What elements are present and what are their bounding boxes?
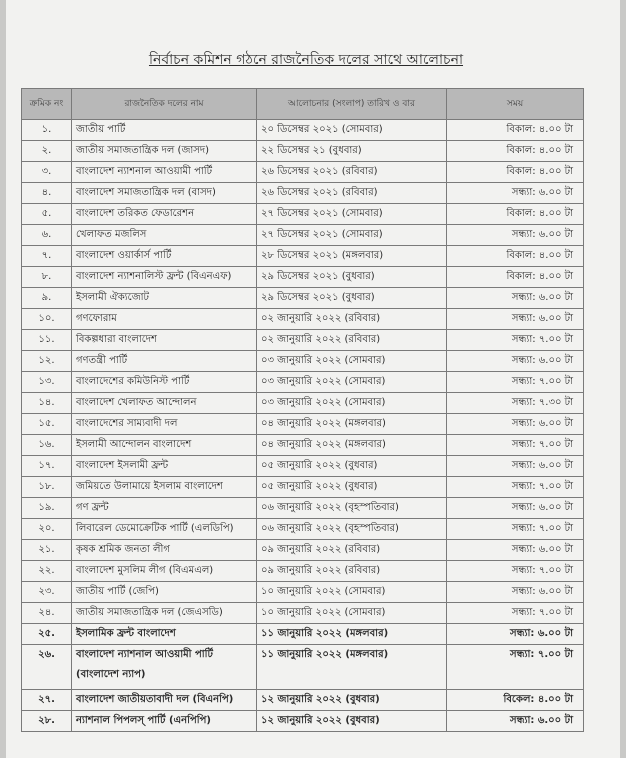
serial-cell: ৩. — [22, 162, 72, 183]
date-cell: ০৫ জানুয়ারি ২০২২ (বুধবার) — [257, 477, 447, 498]
time-cell: সন্ধ্যা: ৬.০০ টা — [447, 582, 584, 603]
table-row — [22, 498, 584, 519]
time-cell: বিকাল: ৪.০০ টা — [447, 204, 584, 225]
serial-cell: ৫. — [22, 204, 72, 225]
party-cell: বিকল্পধারা বাংলাদেশ — [72, 330, 257, 351]
serial-cell: ১৮. — [22, 477, 72, 498]
time-cell: সন্ধ্যা: ৭.০০ টা — [447, 603, 584, 624]
table-row — [22, 711, 584, 732]
serial-cell: ১৭. — [22, 456, 72, 477]
date-cell: ১০ জানুয়ারি ২০২২ (সোমবার) — [257, 603, 447, 624]
date-cell: ১২ জানুয়ারি ২০২২ (বুধবার) — [257, 711, 447, 732]
header-party: রাজনৈতিক দলের নাম — [72, 89, 257, 120]
table-row — [22, 183, 584, 204]
serial-cell: ২১. — [22, 540, 72, 561]
party-cell: জমিয়তে উলামায়ে ইসলাম বাংলাদেশ — [72, 477, 257, 498]
party-cell: বাংলাদেশ খেলাফত আন্দোলন — [72, 393, 257, 414]
table-row — [22, 246, 584, 267]
table-row — [22, 141, 584, 162]
date-cell: ২৭ ডিসেম্বর ২০২১ (সোমবার) — [257, 204, 447, 225]
table-row — [22, 435, 584, 456]
party-cell: গণফোরাম — [72, 309, 257, 330]
serial-cell: ১৫. — [22, 414, 72, 435]
time-cell: সন্ধ্যা: ৬.০০ টা — [447, 624, 584, 645]
party-cell: জাতীয় পার্টি — [72, 120, 257, 141]
time-cell: বিকাল: ৪.০০ টা — [447, 267, 584, 288]
party-cell: বাংলাদেশ সমাজতান্ত্রিক দল (বাসদ) — [72, 183, 257, 204]
serial-cell: ২৬. — [22, 645, 72, 690]
serial-cell: ১৪. — [22, 393, 72, 414]
table-row — [22, 519, 584, 540]
date-cell: ০৬ জানুয়ারি ২০২২ (বৃহস্পতিবার) — [257, 519, 447, 540]
date-cell: ২৯ ডিসেম্বর ২০২১ (বুধবার) — [257, 288, 447, 309]
party-cell: বাংলাদেশ ন্যাশনাল আওয়ামী পার্টি — [72, 162, 257, 183]
party-cell: গণতন্ত্রী পার্টি — [72, 351, 257, 372]
party-cell: বাংলাদেশ তরিকত ফেডারেশন — [72, 204, 257, 225]
time-cell: সন্ধ্যা: ৬.০০ টা — [447, 711, 584, 732]
date-cell: ০২ জানুয়ারি ২০২২ (রবিবার) — [257, 309, 447, 330]
time-cell: সন্ধ্যা: ৭.০০ টা — [447, 477, 584, 498]
serial-cell: ৭. — [22, 246, 72, 267]
time-cell: বিকেল: ৪.০০ টা — [447, 690, 584, 711]
table-row — [22, 225, 584, 246]
party-cell: গণ ফ্রন্ট — [72, 498, 257, 519]
table-row — [22, 456, 584, 477]
table-row — [22, 690, 584, 711]
header-serial: ক্রমিক নং — [22, 89, 72, 120]
time-cell: সন্ধ্যা: ৭.৩০ টা — [447, 393, 584, 414]
schedule-table — [21, 88, 584, 732]
date-cell: ০৩ জানুয়ারি ২০২২ (সোমবার) — [257, 393, 447, 414]
date-cell: ০৪ জানুয়ারি ২০২২ (মঙ্গলবার) — [257, 435, 447, 456]
date-cell: ০৫ জানুয়ারি ২০২২ (বুধবার) — [257, 456, 447, 477]
date-cell: ০৩ জানুয়ারি ২০২২ (সোমবার) — [257, 372, 447, 393]
party-cell: কৃষক শ্রমিক জনতা লীগ — [72, 540, 257, 561]
date-cell: ১০ জানুয়ারি ২০২২ (সোমবার) — [257, 582, 447, 603]
table-body — [22, 120, 584, 732]
time-cell: সন্ধ্যা: ৬.০০ টা — [447, 183, 584, 204]
table-row — [22, 624, 584, 645]
serial-cell: ৮. — [22, 267, 72, 288]
serial-cell: ১০. — [22, 309, 72, 330]
time-cell: সন্ধ্যা: ৬.০০ টা — [447, 414, 584, 435]
serial-cell: ২৮. — [22, 711, 72, 732]
serial-cell: ৯. — [22, 288, 72, 309]
party-cell: জাতীয় সমাজতান্ত্রিক দল (জেএসডি) — [72, 603, 257, 624]
table-row — [22, 561, 584, 582]
time-cell: সন্ধ্যা: ৭.০০ টা — [447, 519, 584, 540]
table-row — [22, 603, 584, 624]
party-cell: ইসলামিক ফ্রন্ট বাংলাদেশ — [72, 624, 257, 645]
party-cell: বাংলাদেশের সাম্যবাদী দল — [72, 414, 257, 435]
table-row — [22, 372, 584, 393]
party-cell: বাংলাদেশ ন্যাশনাল আওয়ামী পার্টি (বাংলাদেশ ন্যাপ) — [72, 645, 257, 690]
serial-cell: ২৭. — [22, 690, 72, 711]
party-cell: লিবারেল ডেমোক্রেটিক পার্টি (এলডিপি) — [72, 519, 257, 540]
party-cell: বাংলাদেশের কমিউনিস্ট পার্টি — [72, 372, 257, 393]
date-cell: ২২ ডিসেম্বর ২১ (বুধবার) — [257, 141, 447, 162]
date-cell: ২৭ ডিসেম্বর ২০২১ (সোমবার) — [257, 225, 447, 246]
serial-cell: ১২. — [22, 351, 72, 372]
table-row — [22, 582, 584, 603]
serial-cell: ৬. — [22, 225, 72, 246]
serial-cell: ১১. — [22, 330, 72, 351]
time-cell: বিকাল: ৪.০০ টা — [447, 120, 584, 141]
table-row — [22, 288, 584, 309]
time-cell: সন্ধ্যা: ৬.০০ টা — [447, 309, 584, 330]
table-header-row — [22, 89, 584, 120]
party-cell: খেলাফত মজলিস — [72, 225, 257, 246]
date-cell: ২০ ডিসেম্বর ২০২১ (সোমবার) — [257, 120, 447, 141]
time-cell: সন্ধ্যা: ৭.০০ টা — [447, 372, 584, 393]
table-row — [22, 162, 584, 183]
date-cell: ১১ জানুয়ারি ২০২২ (মঙ্গলবার) — [257, 645, 447, 690]
party-cell: বাংলাদেশ ওয়ার্কার্স পার্টি — [72, 246, 257, 267]
serial-cell: ১৬. — [22, 435, 72, 456]
time-cell: সন্ধ্যা: ৬.০০ টা — [447, 456, 584, 477]
date-cell: ০৪ জানুয়ারি ২০২২ (মঙ্গলবার) — [257, 414, 447, 435]
party-cell: বাংলাদেশ মুসলিম লীগ (বিএমএল) — [72, 561, 257, 582]
date-cell: ২৬ ডিসেম্বর ২০২১ (রবিবার) — [257, 183, 447, 204]
date-cell: ০৯ জানুয়ারি ২০২২ (রবিবার) — [257, 540, 447, 561]
date-cell: ০৬ জানুয়ারি ২০২২ (বৃহস্পতিবার) — [257, 498, 447, 519]
time-cell: বিকাল: ৪.০০ টা — [447, 246, 584, 267]
time-cell: সন্ধ্যা: ৭.০০ টা — [447, 330, 584, 351]
document-title: নির্বাচন কমিশন গঠনে রাজনৈতিক দলের সাথে আলোচনা — [148, 52, 464, 68]
date-cell: ২৮ ডিসেম্বর ২০২১ (মঙ্গলবার) — [257, 246, 447, 267]
party-cell: ইসলামী ঐক্যজোট — [72, 288, 257, 309]
party-cell: বাংলাদেশ ইসলামী ফ্রন্ট — [72, 456, 257, 477]
table-row — [22, 645, 584, 690]
table-row — [22, 120, 584, 141]
time-cell: বিকাল: ৪.০০ টা — [447, 162, 584, 183]
table-row — [22, 267, 584, 288]
serial-cell: ৪. — [22, 183, 72, 204]
time-cell: সন্ধ্যা: ৭.০০ টা — [447, 435, 584, 456]
party-cell: বাংলাদেশ ন্যাশনালিস্ট ফ্রন্ট (বিএনএফ) — [72, 267, 257, 288]
time-cell: সন্ধ্যা: ৭.০০ টা — [447, 561, 584, 582]
date-cell: ০২ জানুয়ারি ২০২২ (রবিবার) — [257, 330, 447, 351]
table-row — [22, 414, 584, 435]
time-cell: সন্ধ্যা: ৬.০০ টা — [447, 225, 584, 246]
serial-cell: ২৩. — [22, 582, 72, 603]
header-time: সময় — [447, 89, 584, 120]
serial-cell: ১. — [22, 120, 72, 141]
party-cell: ন্যাশনাল পিপলস্ পার্টি (এনপিপি) — [72, 711, 257, 732]
time-cell: বিকাল: ৪.০০ টা — [447, 141, 584, 162]
date-cell: ০৯ জানুয়ারি ২০২২ (রবিবার) — [257, 561, 447, 582]
table-row — [22, 477, 584, 498]
table-row — [22, 330, 584, 351]
serial-cell: ২. — [22, 141, 72, 162]
table-row — [22, 540, 584, 561]
table-row — [22, 393, 584, 414]
party-cell: জাতীয় পার্টি (জেপি) — [72, 582, 257, 603]
table-row — [22, 351, 584, 372]
date-cell: ০৩ জানুয়ারি ২০২২ (সোমবার) — [257, 351, 447, 372]
table-row — [22, 204, 584, 225]
serial-cell: ২২. — [22, 561, 72, 582]
table-row — [22, 309, 584, 330]
serial-cell: ১৩. — [22, 372, 72, 393]
time-cell: সন্ধ্যা: ৬.০০ টা — [447, 498, 584, 519]
time-cell: সন্ধ্যা: ৬.০০ টা — [447, 288, 584, 309]
date-cell: ২৯ ডিসেম্বর ২০২১ (বুধবার) — [257, 267, 447, 288]
serial-cell: ১৯. — [22, 498, 72, 519]
document-page — [6, 0, 620, 758]
party-cell: বাংলাদেশ জাতীয়তাবাদী দল (বিএনপি) — [72, 690, 257, 711]
date-cell: ১১ জানুয়ারি ২০২২ (মঙ্গলবার) — [257, 624, 447, 645]
serial-cell: ২৪. — [22, 603, 72, 624]
header-date: আলোচনার (সংলাপ) তারিখ ও বার — [257, 89, 447, 120]
serial-cell: ২০. — [22, 519, 72, 540]
party-cell: জাতীয় সমাজতান্ত্রিক দল (জাসদ) — [72, 141, 257, 162]
date-cell: ১২ জানুয়ারি ২০২২ (বুধবার) — [257, 690, 447, 711]
date-cell: ২৬ ডিসেম্বর ২০২১ (রবিবার) — [257, 162, 447, 183]
party-cell: ইসলামী আন্দোলন বাংলাদেশ — [72, 435, 257, 456]
serial-cell: ২৫. — [22, 624, 72, 645]
time-cell: সন্ধ্যা: ৬.০০ টা — [447, 351, 584, 372]
time-cell: সন্ধ্যা: ৭.০০ টা — [447, 645, 584, 690]
time-cell: সন্ধ্যা: ৬.০০ টা — [447, 540, 584, 561]
